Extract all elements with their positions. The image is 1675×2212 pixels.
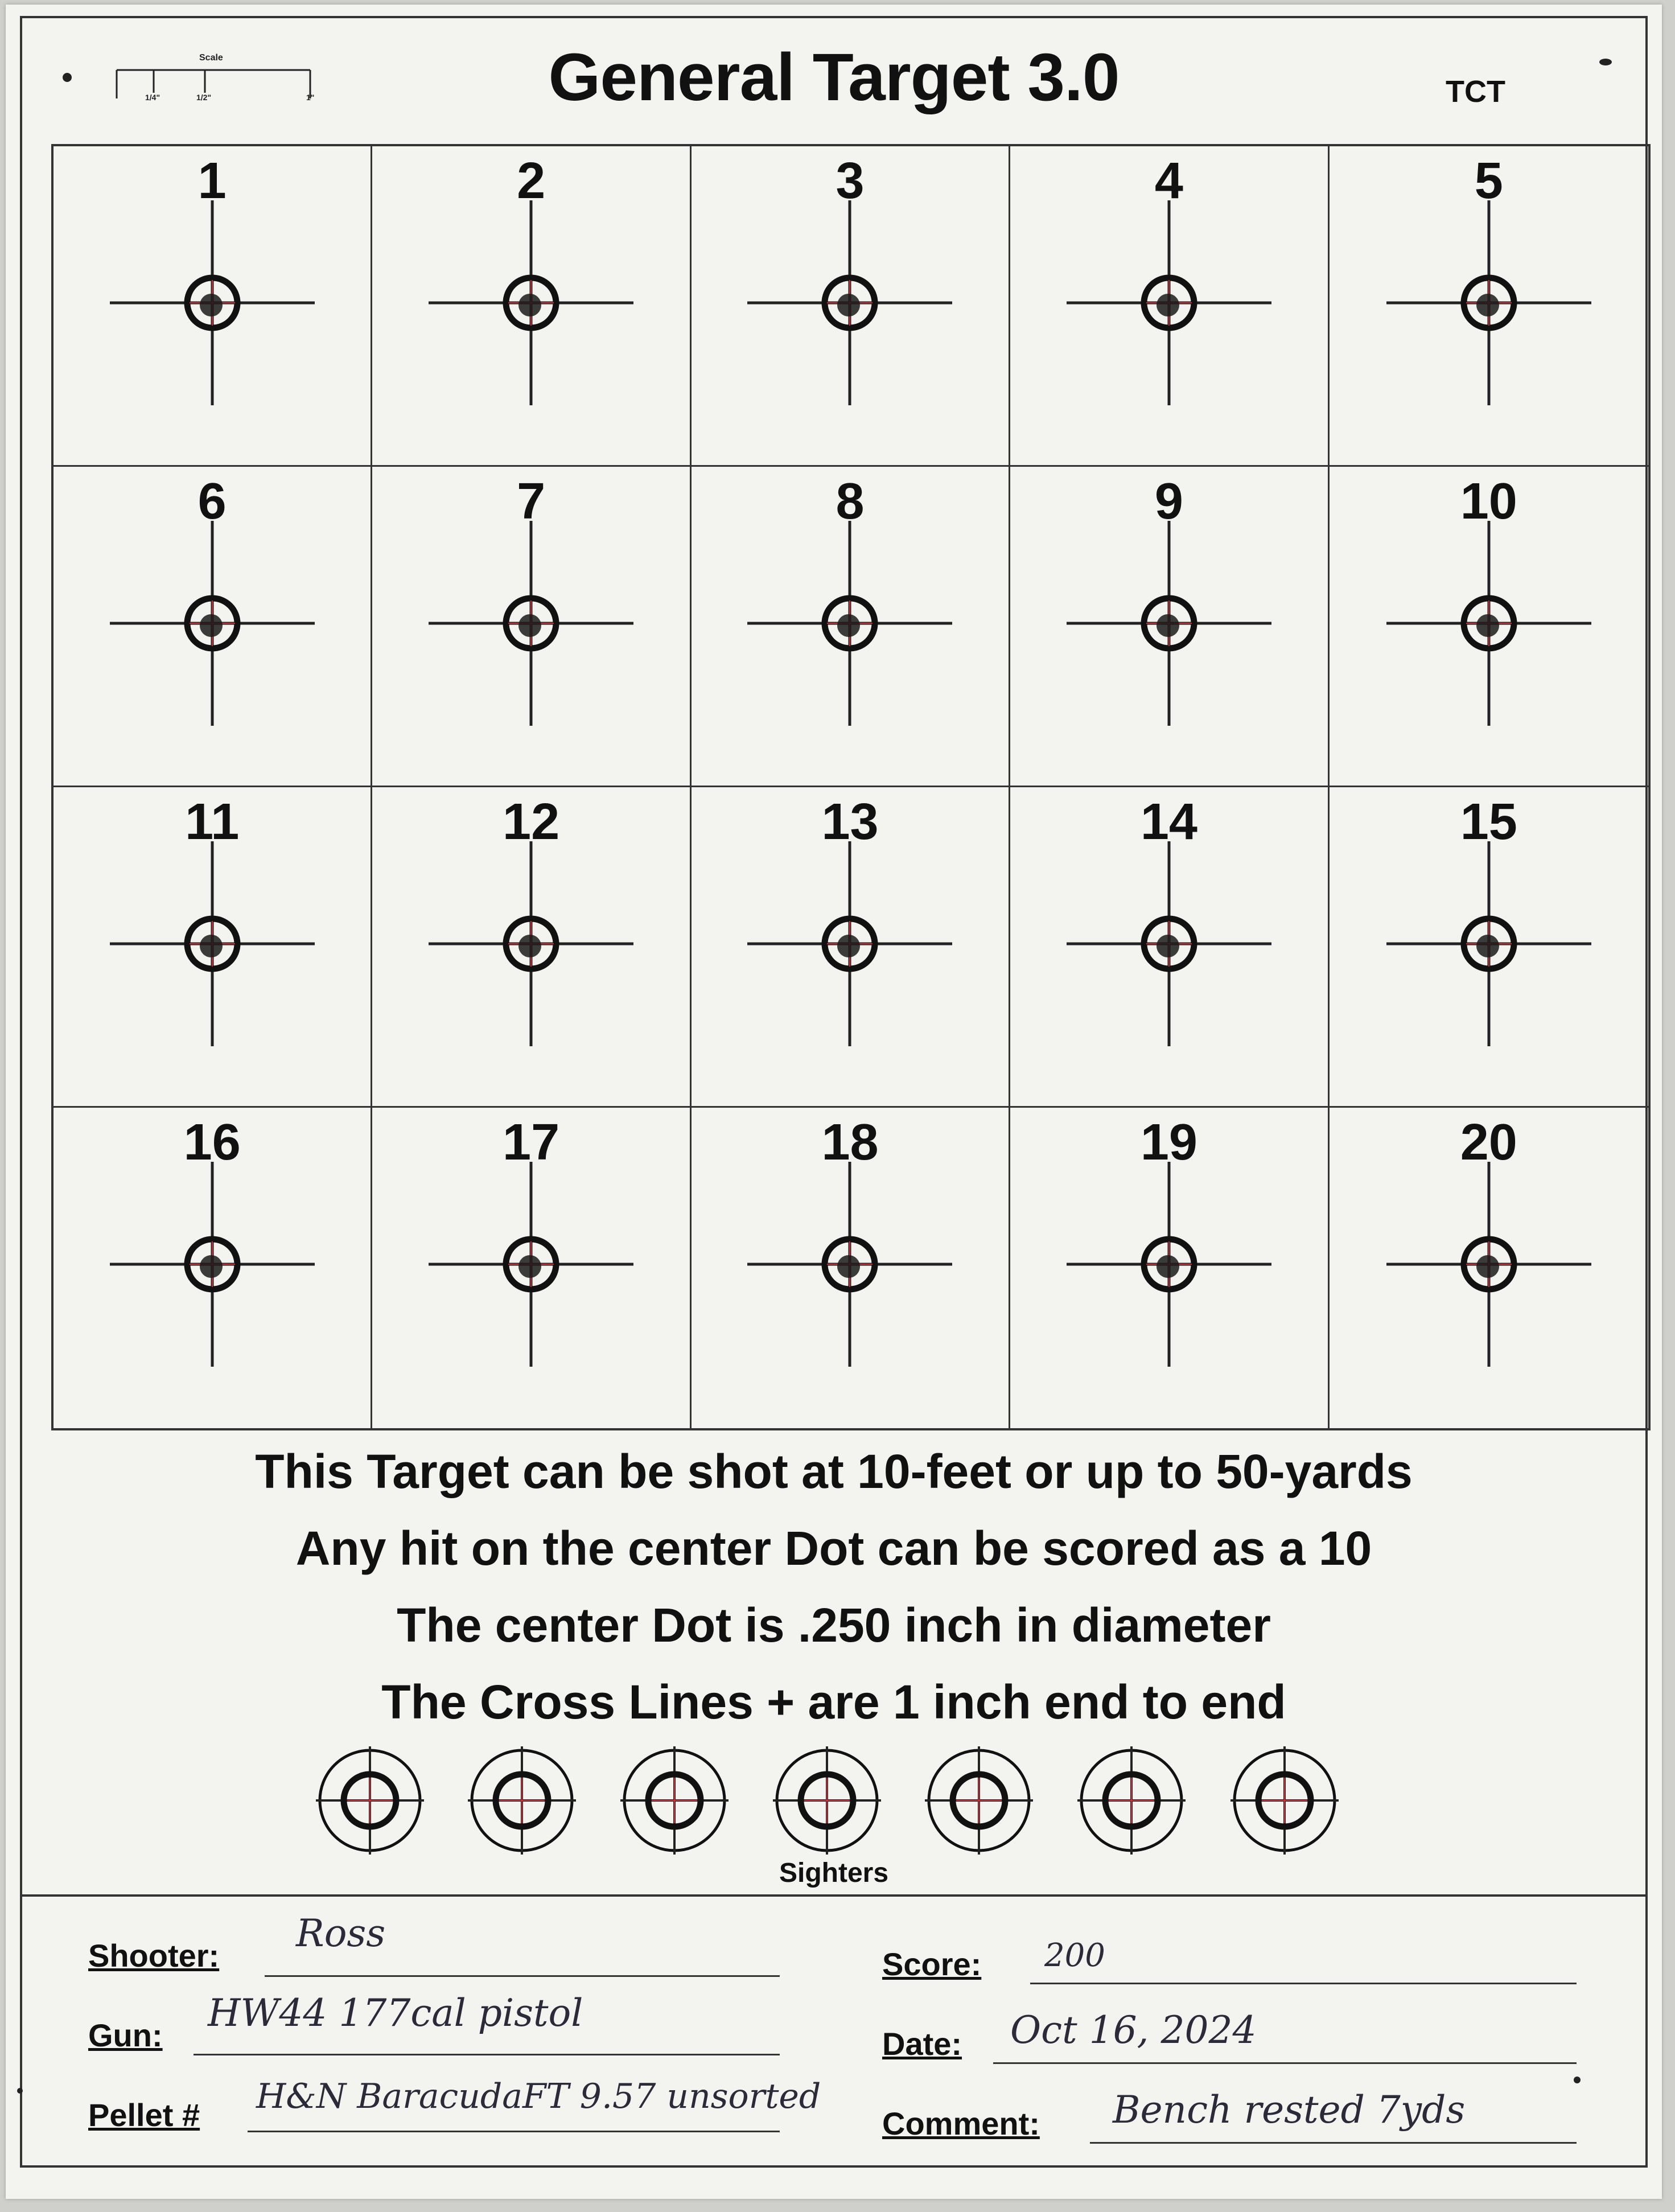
target-cell: [1010, 467, 1329, 787]
target-cell: [1330, 787, 1648, 1108]
date-label: Date:: [882, 2026, 962, 2062]
sighter-target-icon: [620, 1746, 729, 1855]
target-crosshair-icon: [110, 841, 315, 1046]
target-cell: [372, 146, 691, 467]
target-cell: [1010, 1108, 1329, 1428]
target-crosshair-icon: [110, 1162, 315, 1367]
target-crosshair-icon: [110, 521, 315, 726]
target-number: 11: [185, 793, 240, 850]
date-value: Oct 16, 2024: [1010, 2008, 1257, 2052]
scale-tick-inch: 1": [306, 93, 315, 102]
gun-value: HW44 177cal pistol: [208, 1991, 583, 2035]
target-grid: [51, 144, 1651, 1430]
target-number: 3: [836, 153, 865, 209]
target-crosshair-icon: [429, 1162, 633, 1367]
info-line-scoring: Any hit on the center Dot can be scored as a 10: [295, 1522, 1372, 1575]
target-cell: [1330, 467, 1648, 787]
target-cell: [372, 787, 691, 1108]
target-crosshair-icon: [1386, 1162, 1591, 1367]
target-crosshair-icon: [747, 200, 952, 405]
scale-tick-quarter: 1/4": [145, 93, 160, 102]
target-number: 2: [517, 153, 546, 209]
target-cell: [372, 1108, 691, 1428]
target-crosshair-icon: [1067, 841, 1271, 1046]
target-crosshair-icon: [747, 521, 952, 726]
target-number: 18: [821, 1114, 879, 1171]
sighters-label: Sighters: [779, 1858, 889, 1888]
target-cell: [53, 1108, 372, 1428]
target-number: 8: [836, 473, 865, 530]
target-number: 7: [517, 473, 546, 530]
score-line: [1030, 1983, 1577, 1984]
shooter-label: Shooter:: [88, 1938, 220, 1973]
target-number: 12: [503, 793, 560, 850]
date-line: [993, 2062, 1577, 2064]
target-crosshair-icon: [429, 521, 633, 726]
info-line-distance: This Target can be shot at 10-feet or up to 50-yards: [255, 1445, 1413, 1498]
target-crosshair-icon: [1386, 521, 1591, 726]
gun-line: [194, 2054, 780, 2055]
target-cell: [1330, 146, 1648, 467]
target-cell: [1010, 146, 1329, 467]
shooter-line: [265, 1975, 780, 1977]
target-number: 10: [1460, 473, 1517, 530]
info-text: [6, 1433, 1662, 1741]
comment-label: Comment:: [882, 2106, 1040, 2141]
sighter-target-icon: [468, 1746, 576, 1855]
score-value: 200: [1044, 1937, 1105, 1974]
target-crosshair-icon: [747, 1162, 952, 1367]
comment-line: [1090, 2142, 1577, 2144]
target-number: 1: [197, 153, 227, 209]
sighter-target-icon: [773, 1746, 881, 1855]
target-number: 9: [1154, 473, 1183, 530]
target-crosshair-icon: [1067, 200, 1271, 405]
brand-mark: TCT: [1446, 75, 1505, 109]
target-cell: [692, 467, 1010, 787]
target-sheet: [6, 5, 1662, 2199]
target-number: 4: [1154, 153, 1183, 209]
target-crosshair-icon: [429, 200, 633, 405]
target-crosshair-icon: [1067, 1162, 1271, 1367]
target-number: 16: [183, 1114, 241, 1171]
pellet-line: [248, 2131, 780, 2132]
target-cell: [692, 1108, 1010, 1428]
target-cell: [692, 146, 1010, 467]
target-cell: [692, 787, 1010, 1108]
target-crosshair-icon: [429, 841, 633, 1046]
target-number: 5: [1474, 153, 1503, 209]
pellet-label: Pellet #: [88, 2097, 200, 2133]
target-crosshair-icon: [110, 200, 315, 405]
target-number: 6: [197, 473, 227, 530]
target-cell: [1010, 787, 1329, 1108]
sighter-target-icon: [1077, 1746, 1186, 1855]
target-number: 15: [1460, 793, 1517, 850]
sighter-target-icon: [1230, 1746, 1339, 1855]
target-crosshair-icon: [747, 841, 952, 1046]
score-label: Score:: [882, 1946, 982, 1982]
target-number: 13: [821, 793, 879, 850]
pellet-value: H&N BaracudaFT 9.57 unsorted: [256, 2077, 821, 2116]
target-cell: [53, 787, 372, 1108]
target-number: 14: [1140, 793, 1197, 850]
info-line-dot-size: The center Dot is .250 inch in diameter: [397, 1598, 1271, 1652]
corner-mark-right: [1574, 2077, 1581, 2083]
target-number: 19: [1140, 1114, 1197, 1171]
target-cell: [372, 467, 691, 787]
comment-value: Bench rested 7yds: [1113, 2088, 1466, 2132]
scale-label: Scale: [199, 53, 223, 63]
corner-mark-left: [17, 2088, 23, 2094]
scale-tick-half: 1/2": [196, 93, 212, 102]
info-line-cross-size: The Cross Lines + are 1 inch end to end: [381, 1675, 1286, 1729]
sighter-target-icon: [316, 1746, 424, 1855]
target-number: 17: [503, 1114, 560, 1171]
target-number: 20: [1460, 1114, 1517, 1171]
gun-label: Gun:: [88, 2017, 163, 2053]
target-crosshair-icon: [1386, 841, 1591, 1046]
form-divider: [20, 1894, 1648, 1897]
page-title: General Target 3.0: [548, 40, 1120, 115]
target-crosshair-icon: [1386, 200, 1591, 405]
target-cell: [1330, 1108, 1648, 1428]
target-crosshair-icon: [1067, 521, 1271, 726]
target-cell: [53, 146, 372, 467]
target-cell: [53, 467, 372, 787]
sighters-row: [6, 1746, 1662, 1872]
shooter-value: Ross: [296, 1911, 386, 1955]
sighter-target-icon: [925, 1746, 1033, 1855]
